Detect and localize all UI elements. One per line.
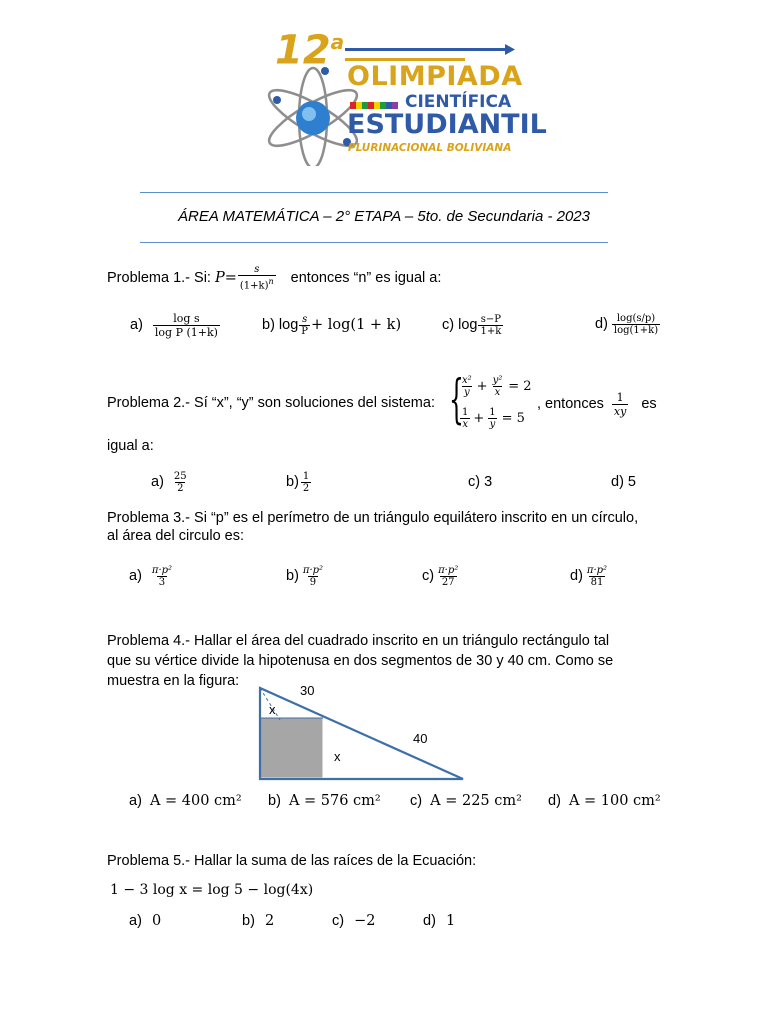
problem-5-option-c[interactable]: c) −2 — [332, 913, 376, 929]
page-title: ÁREA MATEMÁTICA – 2° ETAPA – 5to. de Secundaria - 2023 — [177, 208, 590, 225]
header-rule-bottom — [140, 242, 608, 243]
problem-3-option-c[interactable]: c) $\frac{\text{π·p²}}{27}$ — [422, 564, 459, 588]
problem-4-line-2: que su vértice divide la hipotenusa en dos segmentos de 30 y 40 cm. Como se — [107, 653, 614, 669]
problem-1-option-c[interactable]: c) log $\frac{s-P}{1+k}$ — [442, 313, 502, 337]
header-rule-top — [140, 192, 608, 193]
problem-1-option-d[interactable]: d) $\frac{\log(s/p)}{\log(1+k)}$ — [595, 312, 659, 336]
problem-5-option-d[interactable]: d) 1 — [423, 913, 456, 929]
problem-4-option-a[interactable]: a) A = 400 cm² — [129, 793, 242, 809]
logo-line-estudiantil: ESTUDIANTIL — [347, 109, 547, 140]
problem-3-option-d[interactable]: d) $\frac{\text{π·p²}}{81}$ — [570, 564, 608, 588]
logo-line-plurinacional: PLURINACIONAL BOLIVIANA — [348, 142, 512, 154]
logo-line-cientifica: CIENTÍFICA — [405, 92, 512, 112]
inscribed-square — [260, 718, 323, 778]
problem-3-line-2: al área del circulo es: — [107, 528, 245, 544]
label-30: 30 — [300, 683, 315, 698]
problem-2-option-b[interactable]: b) $\frac{1}{2}$ — [286, 470, 310, 494]
problem-2-continuation: , entonces $\frac{1}{xy}$ es — [537, 390, 657, 418]
problem-1-option-b[interactable]: b) log $\frac{s}{P}$ + log(1 + k) — [262, 313, 402, 337]
logo-edition: 12$^a$ — [275, 27, 345, 74]
problem-4-option-d[interactable]: d) A = 100 cm² — [548, 793, 661, 809]
label-x-top: x — [269, 702, 276, 717]
problem-1-option-a[interactable]: a) $\frac{\text{log s}}{\text{log P (1+k)}}$ — [130, 311, 218, 339]
system-brace: { — [449, 370, 464, 430]
problem-1-statement: Problema 1.- Si: P = $\frac{s}{(1+k)^n}$ entonces “n” es igual a: — [107, 264, 442, 292]
problem-2-statement: Problema 2.- Sí “x”, “y” son soluciones del sistema: — [107, 395, 435, 411]
system-equation-1: $\frac{\text{x²}}{y}$ + $\frac{\text{y²}}{x}$ = 2 — [462, 374, 532, 398]
problem-4-line-1: Problema 4.- Hallar el área del cuadrado inscrito en un triángulo rectángulo tal — [107, 633, 610, 649]
problem-5-equation: 1 − 3 log x = log 5 − log(4x) — [110, 882, 314, 898]
problem-5-option-a[interactable]: a) 0 — [129, 913, 162, 929]
problem-3-line-1: Problema 3.- Si “p” es el perímetro de un triángulo equilátero inscrito en un círculo, — [107, 510, 639, 526]
label-x-side: x — [334, 749, 341, 764]
system-equation-2: $\frac{1}{x}$ + $\frac{1}{y}$ = 5 — [462, 406, 525, 430]
problem-3-option-b[interactable]: b) $\frac{\text{π·p²}}{9}$ — [286, 564, 324, 588]
problem-2-option-a[interactable]: a) $\frac{25}{2}$ — [151, 470, 187, 494]
triangle-figure — [255, 680, 470, 785]
problem-2-option-c[interactable]: c) 3 — [468, 474, 493, 490]
event-logo — [255, 18, 547, 166]
problem-5-statement: Problema 5.- Hallar la suma de las raíces de la Ecuación: — [107, 853, 477, 869]
problem-4-option-b[interactable]: b) A = 576 cm² — [268, 793, 381, 809]
label-40: 40 — [413, 731, 428, 746]
problem-5-option-b[interactable]: b) 2 — [242, 913, 275, 929]
problem-3-option-a[interactable]: a) $\frac{\text{π·p²}}{3}$ — [129, 564, 173, 588]
problem-4-line-3: muestra en la figura: — [107, 673, 240, 689]
logo-line-olimpiada: OLIMPIADA — [347, 61, 523, 92]
problem-2-system — [449, 372, 539, 434]
problem-2-option-d[interactable]: d) 5 — [611, 474, 636, 490]
right-triangle-diagram — [255, 680, 470, 785]
problem-4-option-c[interactable]: c) A = 225 cm² — [410, 793, 522, 809]
problem-2-line-2: igual a: — [107, 438, 154, 454]
